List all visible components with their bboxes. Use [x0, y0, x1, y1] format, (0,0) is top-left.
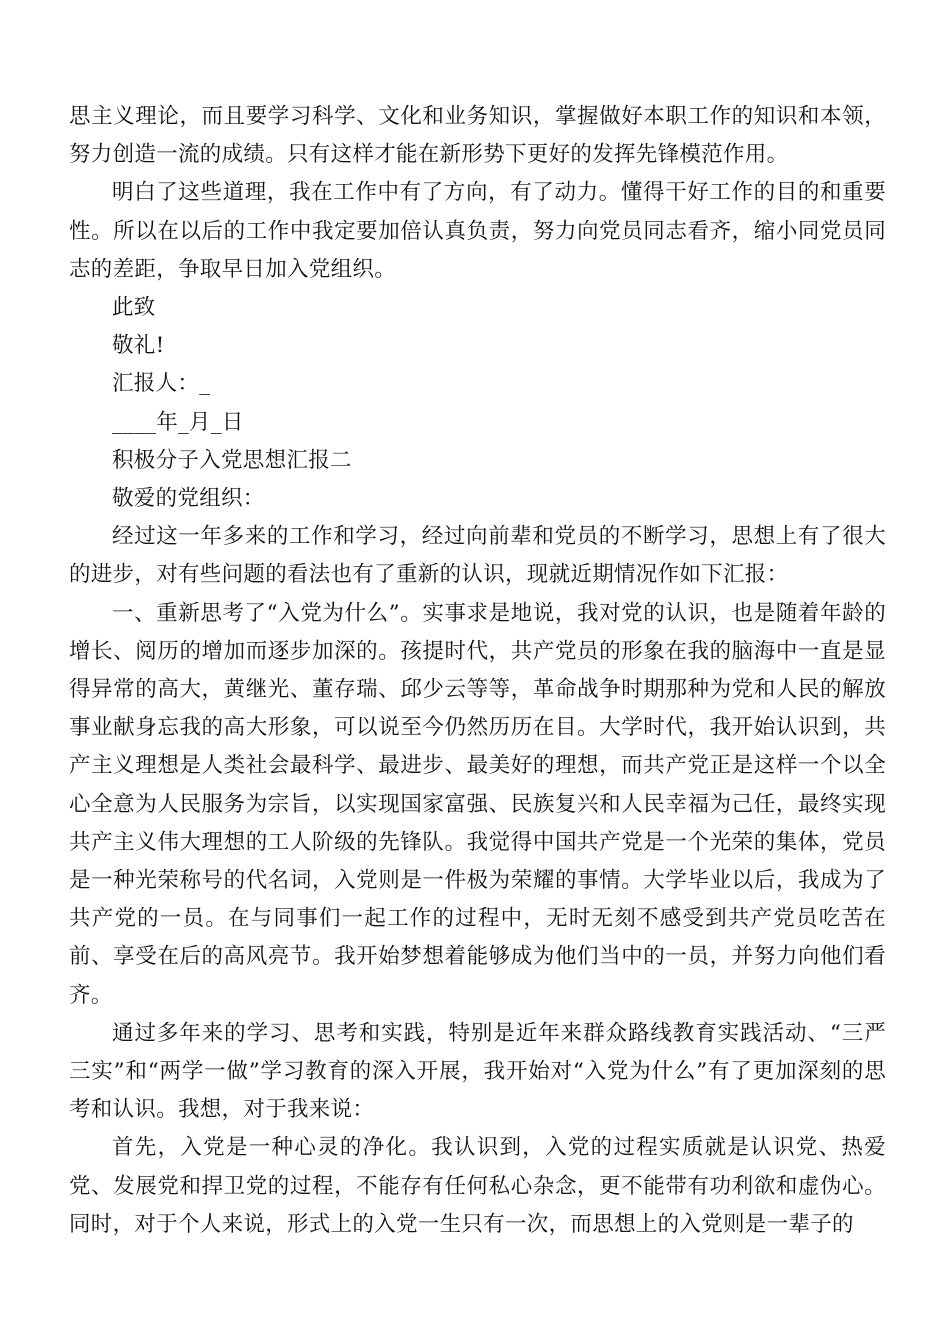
paragraph: 经过这一年多来的工作和学习，经过向前辈和党员的不断学习，思想上有了很大的进步，对有些问题的看法也有了重新的认识，现就近期情况作如下汇报：	[69, 524, 886, 588]
paragraph-continued: 思主义理论，而且要学习科学、文化和业务知识，掌握做好本职工作的知识和本领，努力创造一流的成绩。只有这样才能在新形势下更好的发挥先锋模范作用。	[69, 104, 886, 168]
greeting: 敬爱的党组织：	[112, 486, 265, 512]
paragraph: 首先，入党是一种心灵的净化。我认识到，入党的过程实质就是认识党、热爱党、发展党和捍卫党的过程，不能存有任何私心杂念，更不能带有功利欲和虚伪心。同时，对于个人来说，形式上的入党一生只有一次，而思想上的入党则是一辈子的	[69, 1135, 886, 1237]
closing-respect: 敬礼!	[112, 333, 165, 359]
paragraph: 明白了这些道理，我在工作中有了方向，有了动力。懂得干好工作的目的和重要性。所以在以后的工作中我定要加倍认真负责，努力向党员同志看齐，缩小同党员同志的差距，争取早日加入党组织。	[69, 180, 886, 282]
document-body	[69, 98, 886, 1244]
paragraph: 通过多年来的学习、思考和实践，特别是近年来群众路线教育实践活动、“三严三实”和“两学一做”学习教育的深入开展，我开始对“入党为什么”有了更加深刻的思考和认识。我想，对于我来说：	[69, 1020, 886, 1123]
paragraph: 一、重新思考了“入党为什么”。实事求是地说，我对党的认识，也是随着年龄的增长、阅历的增加而逐步加深的。孩提时代，共产党员的形象在我的脑海中一直是显得异常的高大，黄继光、董存瑞、邱少云等等，革命战争时期那种为党和人民的解放事业献身忘我的高大形象，可以说至今仍然历历在目。大学时代，我开始认识到，共产主义理想是人类社会最科学、最进步、最美好的理想，而共产党正是这样一个以全心全意为人民服务为宗旨，以实现国家富强、民族复兴和人民幸福为己任，最终实现共产主义伟大理想的工人阶级的先锋队。我觉得中国共产党是一个光荣的集体，党员是一种光荣称号的代名词，入党则是一件极为荣耀的事情。大学毕业以后，我成为了共产党的一员。在与同事们一起工作的过程中，无时无刻不感受到共产党员吃苦在前、享受在后的高风亮节。我开始梦想着能够成为他们当中的一员，并努力向他们看齐。	[69, 600, 886, 1008]
date-line: ____年_月_日	[112, 409, 244, 435]
closing-salutation: 此致	[112, 295, 156, 321]
reporter-line: 汇报人：_	[112, 371, 211, 397]
section-title: 积极分子入党思想汇报二	[112, 447, 352, 473]
